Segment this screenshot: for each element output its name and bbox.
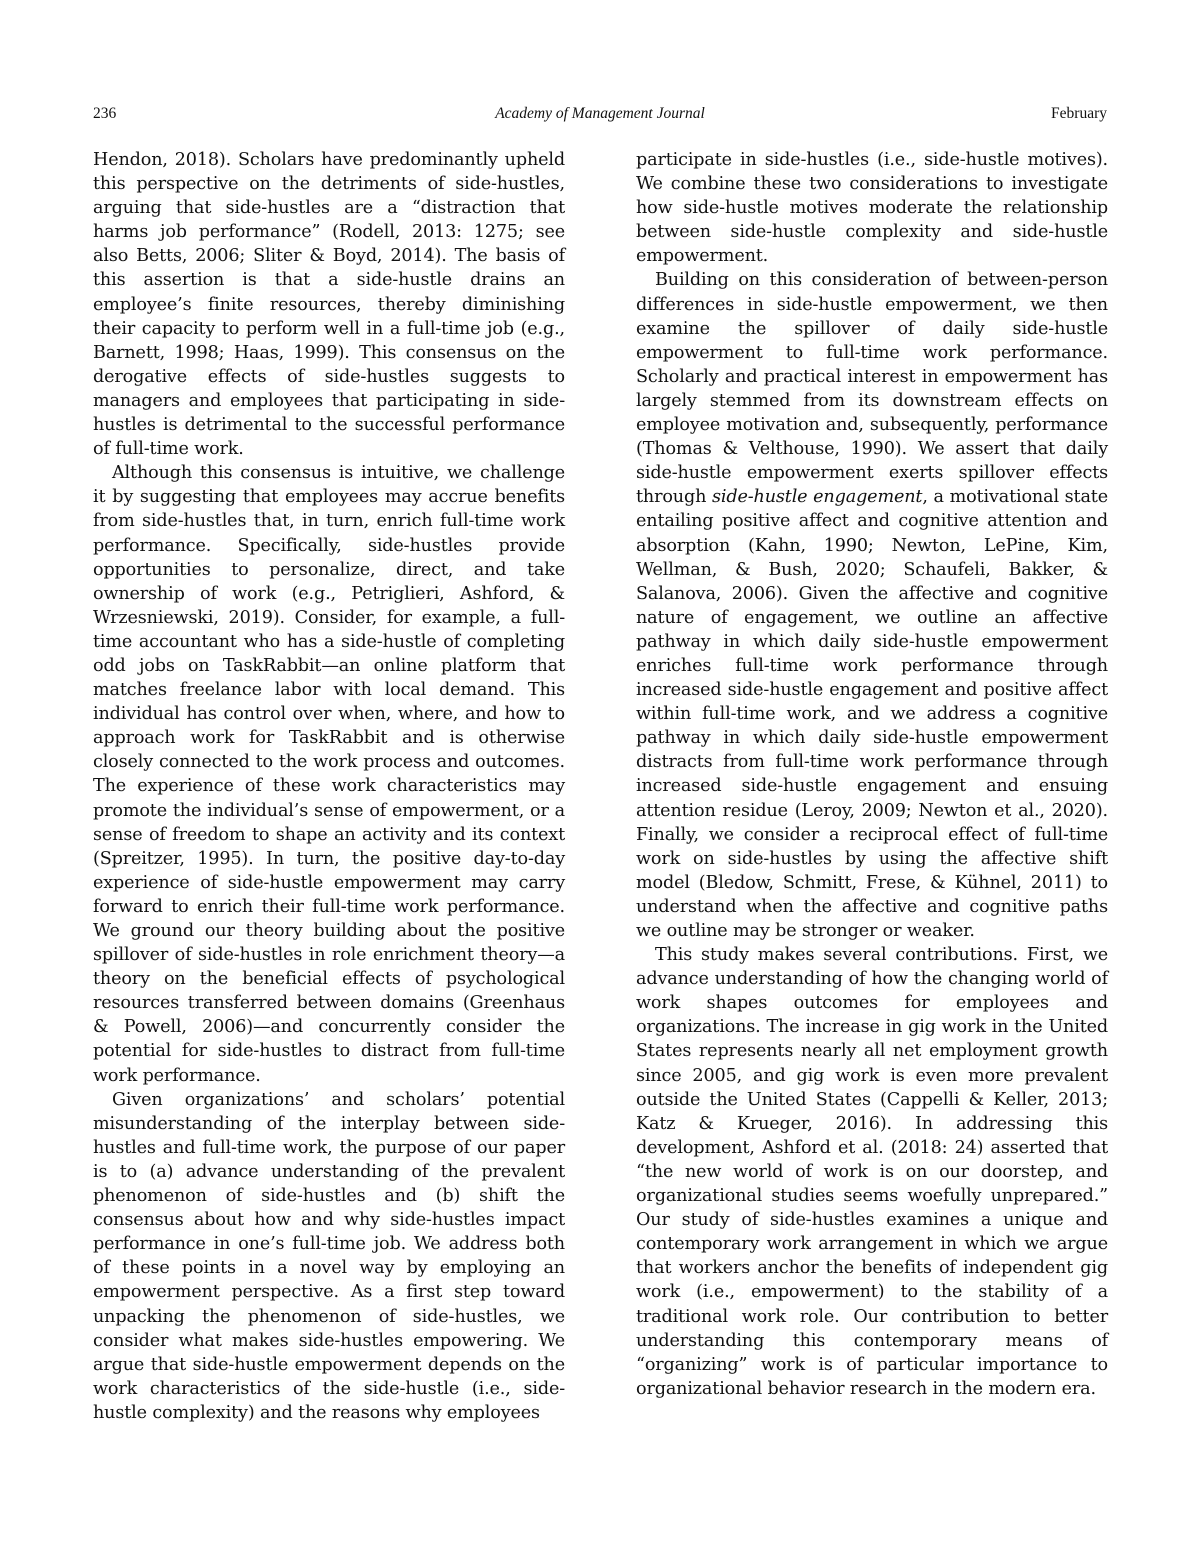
paragraph-text: Building on this consideration of between-person differences in side-hustle empowerment, we then examine the spillover of daily side-hustle empowerment to full-time work performance. Scholarly and practical interest in empowerment has largely stemmed from its downstream effects on employee motivation and, subsequently, performance (Thomas & Velthouse, 1990). We assert that daily side-hustle empowerment exerts spillover effects through bbox=[636, 270, 1108, 508]
paragraph: Given organizations’ and scholars’ potential misunderstanding of the interplay between side-hustles and full-time work, the purpose of our paper is to (a) advance understanding of the prevalent phenomenon of side-hustles and (b) shift the consensus about how and why side-hustles impact performance in one’s full-time job. We address both of these points in a novel way by employing an empowerment perspective. As a first step toward unpacking the phenomenon of side-hustles, we consider what makes side-hustles empowering. We argue that side-hustle empowerment depends on the work characteristics of the side-hustle (i.e., side-hustle complexity) and the reasons why employees bbox=[93, 1089, 565, 1423]
left-column bbox=[93, 148, 565, 1425]
running-head bbox=[93, 104, 1107, 126]
journal-title: Academy of Management Journal bbox=[495, 105, 705, 122]
issue-month: February bbox=[1051, 105, 1107, 122]
paragraph: Although this consensus is intuitive, we challenge it by suggesting that employees may accrue benefits from side-hustles that, in turn, enrich full-time work performance. Specifically, side-hustles provide opportunities to personalize, direct, and take ownership of work (e.g., Petriglieri, Ashford, & Wrzesniewski, 2019). Consider, for example, a full-time accountant who has a side-hustle of completing odd jobs on TaskRabbit—an online platform that matches freelance labor with local demand. This individual has control over when, where, and how to approach work for TaskRabbit and is otherwise closely connected to the work process and outcomes. The experience of these work characteristics may promote the individual’s sense of empowerment, or a sense of freedom to shape an activity and its context (Spreitzer, 1995). In turn, the positive day-to-day experience of side-hustle empowerment may carry forward to enrich their full-time work performance. We ground our theory building about the positive spillover of side-hustles in role enrichment theory—a theory on the beneficial effects of psychological resources transferred between domains (Greenhaus & Powell, 2006)—and concurrently consider the potential for side-hustles to distract from full-time work performance. bbox=[93, 463, 565, 1086]
paragraph bbox=[636, 268, 1108, 943]
right-column bbox=[636, 148, 1108, 1401]
paragraph-continued: Hendon, 2018). Scholars have predominantly upheld this perspective on the detriments of side-hustles, arguing that side-hustles are a “distraction that harms job performance” (Rodell, 2013: 1275; see also Betts, 2006; Sliter & Boyd, 2014). The basis of this assertion is that a side-hustle drains an employee’s finite resources, thereby diminishing their capacity to perform well in a full-time job (e.g., Barnett, 1998; Haas, 1999). This consensus on the derogative effects of side-hustles suggests to managers and employees that participating in side-hustles is detrimental to the successful performance of full-time work. bbox=[93, 150, 565, 460]
italic-term: side-hustle engagement bbox=[712, 487, 923, 508]
paragraph-text: , a motivational state entailing positive affect and cognitive attention and absorption (Kahn, 1990; Newton, LePine, Kim, Wellman, & Bush, 2020; Schaufeli, Bakker, & Salanova, 2006). Given the affective and cognitive nature of engagement, we outline an affective pathway in which daily side-hustle empowerment enriches full-time work performance through increased side-hustle engagement and positive affect within full-time work, and we address a cognitive pathway in which daily side-hustle empowerment distracts from full-time work performance through increased side-hustle engagement and ensuing attention residue (Leroy, 2009; Newton et al., 2020). Finally, we consider a reciprocal effect of full-time work on side-hustles by using the affective shift model (Bledow, Schmitt, Frese, & Kühnel, 2011) to understand when the affective and cognitive paths we outline may be stronger or weaker. bbox=[636, 487, 1108, 941]
paragraph-continued: participate in side-hustles (i.e., side-hustle motives). We combine these two considerations to investigate how side-hustle motives moderate the relationship between side-hustle complexity and side-hustle empowerment. bbox=[636, 150, 1108, 267]
paragraph: This study makes several contributions. First, we advance understanding of how the changing world of work shapes outcomes for employees and organizations. The increase in gig work in the United States represents nearly all net employment growth since 2005, and gig work is even more prevalent outside the United States (Cappelli & Keller, 2013; Katz & Krueger, 2016). In addressing this development, Ashford et al. (2018: 24) asserted that “the new world of work is on our doorstep, and organizational studies seems woefully unprepared.” Our study of side-hustles examines a unique and contemporary work arrangement in which we argue that workers anchor the benefits of independent gig work (i.e., empowerment) to the stability of a traditional work role. Our contribution to better understanding this contemporary means of “organizing” work is of particular importance to organizational behavior research in the modern era. bbox=[636, 945, 1108, 1399]
page-number: 236 bbox=[93, 105, 117, 122]
